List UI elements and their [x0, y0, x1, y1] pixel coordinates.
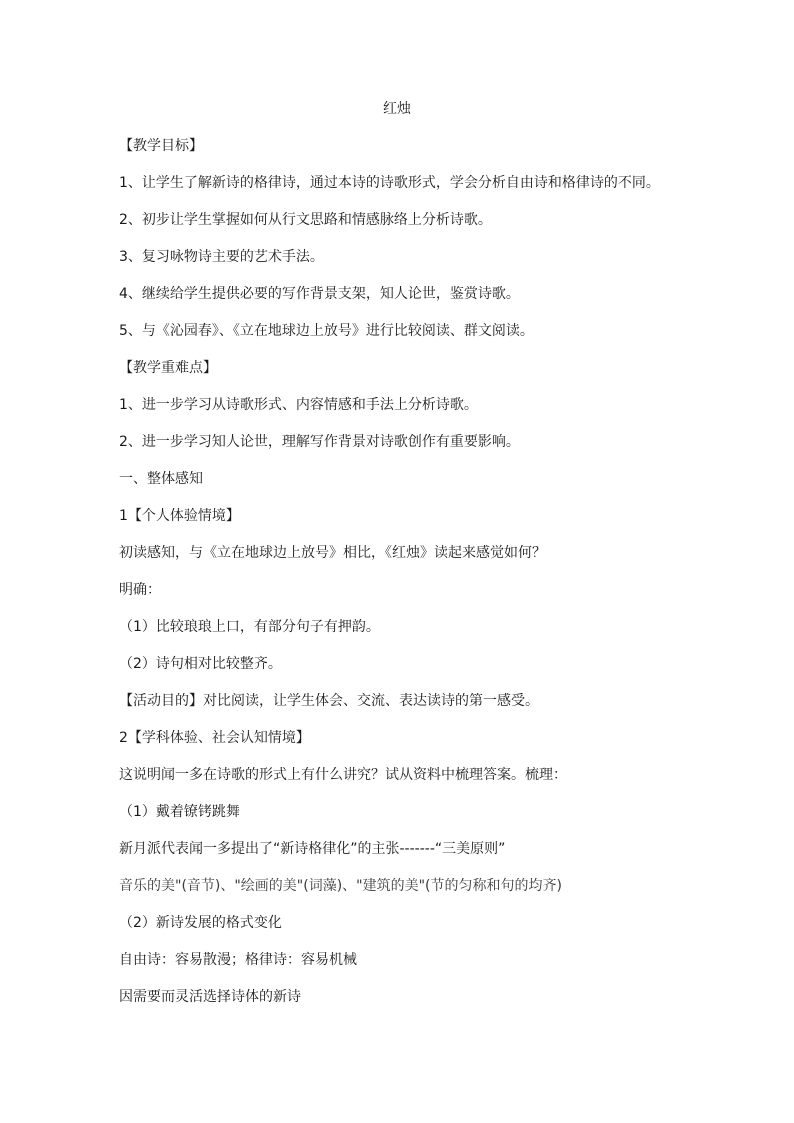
- goal-item-2: 2、初步让学生掌握如何从行文思路和情感脉络上分析诗歌。: [119, 212, 492, 228]
- key-point-1: 1、进一步学习从诗歌形式、内容情感和手法上分析诗歌。: [119, 397, 478, 413]
- clarify-item-1: （1）比较琅琅上口，有部分句子有押韵。: [119, 619, 380, 635]
- paragraph-question: 这说明闻一多在诗歌的形式上有什么讲究？试从资料中梳理答案。梳理：: [119, 767, 567, 783]
- sort-item-2: （2）新诗发展的格式变化: [119, 915, 282, 931]
- paragraph-activity-purpose: 【活动目的】对比阅读，让学生体会、交流、表达读诗的第一感受。: [119, 693, 539, 709]
- section-heading-teaching-goals: 【教学目标】: [119, 138, 203, 154]
- paragraph-free-vs-metrical: 自由诗：容易散漫；格律诗：容易机械: [119, 952, 357, 968]
- goal-item-4: 4、继续给学生提供必要的写作背景支架，知人论世，鉴赏诗歌。: [119, 286, 520, 302]
- sort-item-1: （1）戴着镣铐跳舞: [119, 804, 240, 820]
- paragraph-three-beauties: 音乐的美"(音节)、"绘画的美"(词藻)、"建筑的美"(节的匀称和句的均齐): [119, 878, 562, 894]
- paragraph-crescent-school: 新月派代表闻一多提出了“新诗格律化”的主张-------“三美原则”: [119, 841, 506, 857]
- subheading-personal-experience: 1【个人体验情境】: [119, 508, 240, 524]
- document-title: 红烛: [383, 101, 411, 117]
- paragraph-flexible-choice: 因需要而灵活选择诗体的新诗: [119, 989, 301, 1005]
- subheading-subject-experience: 2【学科体验、社会认知情境】: [119, 730, 310, 746]
- key-point-2: 2、进一步学习知人论世，理解写作背景对诗歌创作有重要影响。: [119, 434, 520, 450]
- section-heading-overall-perception: 一、整体感知: [119, 471, 203, 487]
- document-body: [119, 136, 719, 1024]
- goal-item-3: 3、复习咏物诗主要的艺术手法。: [119, 249, 324, 265]
- goal-item-1: 1、让学生了解新诗的格律诗，通过本诗的诗歌形式，学会分析自由诗和格律诗的不同。: [119, 175, 660, 191]
- clarify-item-2: （2）诗句相对比较整齐。: [119, 656, 282, 672]
- paragraph-clarify: 明确：: [119, 582, 161, 598]
- paragraph-first-reading: 初读感知，与《立在地球边上放号》相比，《红烛》读起来感觉如何？: [119, 545, 546, 561]
- goal-item-5: 5、与《沁园春》、《立在地球边上放号》进行比较阅读、群文阅读。: [119, 323, 534, 339]
- section-heading-key-points: 【教学重难点】: [119, 360, 217, 376]
